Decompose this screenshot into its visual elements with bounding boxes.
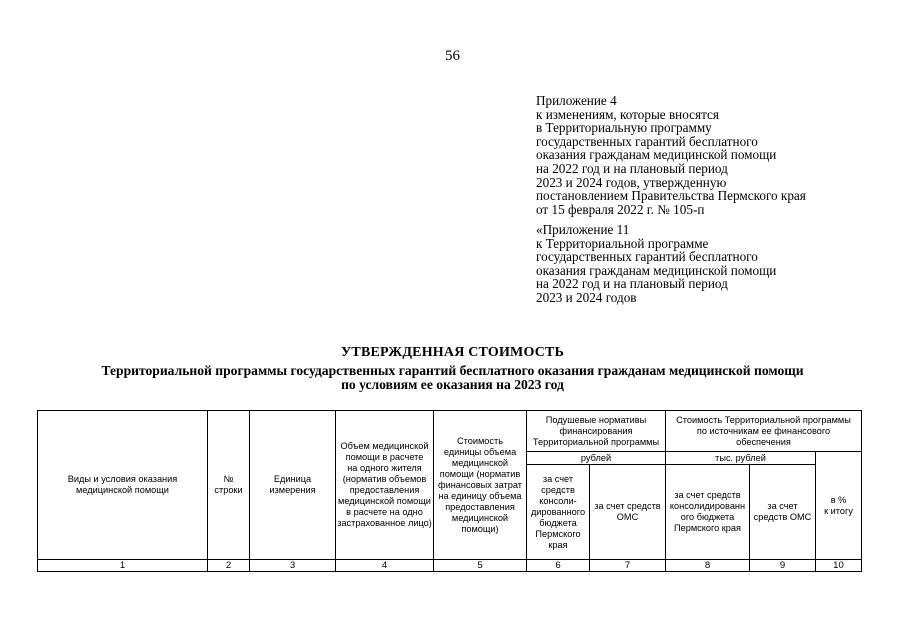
header-unit-rubles: рублей (527, 452, 666, 465)
header-oms-rub-line: ОМС (616, 512, 639, 522)
appendix-4-line: Приложение 4 (536, 93, 617, 108)
header-volume-line: (норматив объемов (342, 474, 427, 484)
header-percent-of-total (816, 452, 862, 560)
appendix-11-line: «Приложение 11 (536, 222, 630, 237)
column-number: 9 (750, 560, 816, 572)
appendix-4-block (536, 94, 806, 216)
header-oms-thousand-line: за счет (767, 501, 798, 511)
header-consolidated-budget-thousand (666, 465, 750, 560)
header-consolidated-rub-line: консоли- (539, 495, 577, 506)
header-oms-rub (590, 465, 666, 560)
header-consolidated-thousand-line: за счет средств (674, 490, 741, 500)
header-unit-cost-line: на единицу объема (438, 490, 522, 501)
header-unit-cost-line: предоставления (445, 501, 515, 512)
header-unit-cost-line: медицинской (451, 512, 509, 523)
appendix-4-line: к изменениям, которые вносятся (536, 106, 719, 122)
appendix-11-line: к Территориальной программе (536, 235, 709, 251)
column-number: 5 (434, 560, 527, 572)
document-subtitle (0, 364, 905, 392)
header-program-cost-line: Стоимость Территориальной программы (676, 414, 851, 425)
header-volume-line: предоставления (349, 485, 420, 495)
header-unit-cost-line: помощи (норматив (439, 468, 521, 479)
header-program-cost-group (666, 411, 862, 452)
appendix-4-line: в Территориальную программу (536, 120, 712, 136)
appendix-11-block (536, 223, 776, 305)
header-per-capita-line: Подушевые нормативы (545, 414, 647, 425)
header-oms-thousand (750, 465, 816, 560)
appendix-4-line: от 15 февраля 2022 г. № 105-п (536, 201, 705, 217)
column-number: 1 (38, 560, 208, 572)
subtitle-line: по условиям ее оказания на 2023 год (341, 377, 564, 392)
header-oms-thousand-line: средств ОМС (753, 512, 812, 522)
cost-table (37, 410, 862, 572)
column-number: 7 (590, 560, 666, 572)
header-consolidated-rub-line: бюджета (539, 517, 577, 528)
header-consolidated-thousand-line: Пермского края (674, 523, 741, 533)
header-per-capita-line: Территориальной программы (532, 436, 660, 447)
header-volume-line: застрахованное лицо) (337, 518, 432, 528)
header-per-capita-group (527, 411, 666, 452)
appendix-4-line: на 2022 год и на плановый период (536, 160, 728, 176)
page-number: 56 (445, 48, 460, 64)
header-types-line: медицинской помощи (76, 485, 169, 495)
header-unit-cost (434, 411, 527, 560)
appendix-4-line: постановлением Правительства Пермского края (536, 188, 806, 204)
header-row-number-line: строки (214, 485, 243, 495)
header-unit-line: Единица (273, 474, 312, 484)
header-consolidated-rub-line: средств (541, 484, 575, 495)
header-row-number-line: № (223, 474, 234, 484)
header-oms-rub-line: за счет средств (594, 501, 661, 511)
appendix-4-line: оказания гражданам медицинской помощи (536, 147, 777, 163)
appendix-4-line: государственных гарантий бесплатного (536, 133, 758, 149)
header-unit-cost-line: единицы объема (443, 446, 517, 457)
header-unit-cost-line: финансовых затрат (438, 479, 522, 490)
column-number: 2 (208, 560, 250, 572)
header-unit (250, 411, 336, 560)
header-unit-line: измерения (269, 485, 316, 495)
header-program-cost-line: обеспечения (736, 436, 791, 447)
header-program-cost-line: по источникам ее финансового (696, 425, 831, 436)
header-unit-thousand-rubles: тыс. рублей (666, 452, 816, 465)
header-consolidated-budget-rub (527, 465, 590, 560)
header-consolidated-rub-line: дированного (530, 506, 586, 517)
header-volume-line: Объем медицинской (340, 441, 429, 451)
appendix-4-line: 2023 и 2024 годов, утвержденную (536, 174, 727, 190)
header-percent-line: к итогу (824, 505, 853, 516)
header-unit-cost-line: медицинской (451, 457, 509, 468)
column-number: 3 (250, 560, 336, 572)
column-number-row (38, 560, 862, 572)
header-per-capita-line: финансирования (559, 425, 633, 436)
header-consolidated-rub-line: Пермского (535, 528, 581, 539)
header-consolidated-thousand-line: консолидированн (669, 501, 746, 511)
column-number: 8 (666, 560, 750, 572)
header-volume-line: медицинской помощи (338, 496, 431, 506)
header-volume (336, 411, 434, 560)
appendix-11-line: на 2022 год и на плановый период (536, 276, 728, 292)
column-number: 10 (816, 560, 862, 572)
header-row-number (208, 411, 250, 560)
header-unit-cost-line: помощи) (461, 523, 499, 534)
header-volume-line: на одного жителя (347, 463, 422, 473)
header-consolidated-rub-line: за счет (542, 473, 574, 484)
header-unit-cost-line: Стоимость (457, 435, 503, 446)
column-number: 4 (336, 560, 434, 572)
header-volume-line: в расчете на одно (346, 507, 423, 517)
header-consolidated-rub-line: края (548, 539, 568, 550)
appendix-11-line: государственных гарантий бесплатного (536, 249, 758, 265)
column-number: 6 (527, 560, 590, 572)
appendix-11-line: оказания гражданам медицинской помощи (536, 262, 777, 278)
header-types-line: Виды и условия оказания (67, 474, 178, 484)
header-types (38, 411, 208, 560)
subtitle-line: Территориальной программы государственных гарантий бесплатного оказания гражданам медицинской помощи (101, 363, 804, 378)
document-title: УТВЕРЖДЕННАЯ СТОИМОСТЬ (340, 345, 565, 360)
appendix-11-line: 2023 и 2024 годов (536, 289, 637, 305)
header-percent-line: в % (830, 494, 847, 505)
header-consolidated-thousand-line: ого бюджета (680, 512, 735, 522)
header-volume-line: помощи в расчете (345, 452, 424, 462)
